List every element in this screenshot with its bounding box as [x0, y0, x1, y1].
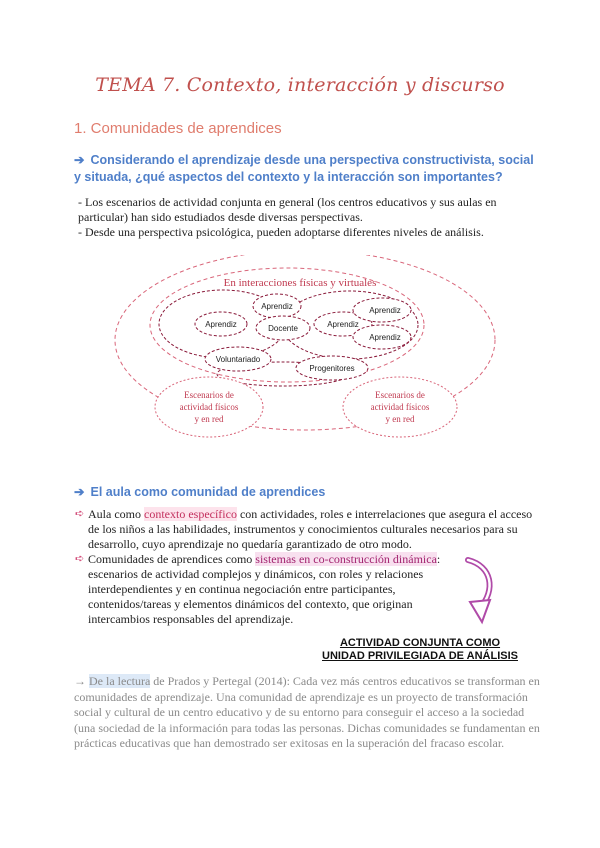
highlight-contexto-especifico: contexto específico: [144, 507, 237, 521]
section-heading-comunidades: 1. Comunidades de aprendices: [74, 120, 282, 137]
b1-after: con actividades, roles e interrelaciones que asegura el acceso de los niños a las habilidades, instrumentos y conocimientos culturales necesarios para su desarrollo, cuyo aprendizaje no quedaría garantizado de otro modo.: [88, 507, 533, 551]
highlight-sistemas: sistemas en co-construcción dinámica: [255, 552, 437, 566]
left-box-line3: y en red: [194, 414, 224, 424]
bullet-perspectiva: - Desde una perspectiva psicológica, pueden adoptarse diferentes niveles de análisis.: [78, 225, 484, 239]
page-title: TEMA 7. Contexto, interacción y discurso: [95, 74, 505, 96]
label-aprendiz-right-top: Aprendiz: [369, 306, 401, 315]
question-text: Considerando el aprendizaje desde una perspectiva constructivista, social y situada, ¿qué aspectos del contexto y la interacción son importantes?: [74, 153, 534, 184]
section2-heading-text: El aula como comunidad de aprendices: [90, 485, 326, 499]
b2-after: : escenarios de actividad complejos y dinámicos, con roles y relaciones interdependientes y en continua negociación entre participantes, contenidos/tareas y elementos dinámicos del contexto, que originan intercambios responsables del aprendizaje.: [88, 552, 441, 626]
activity-label: [300, 637, 540, 663]
bullet-aula-contexto: [75, 507, 543, 552]
reading-paragraph: [74, 674, 544, 752]
bullet-arrow-icon: ➪: [75, 508, 85, 520]
label-aprendiz-left: Aprendiz: [205, 320, 237, 329]
activity-line1: ACTIVIDAD CONJUNTA COMO: [339, 637, 501, 649]
activity-line2: UNIDAD PRIVILEGIADA DE ANÁLISIS: [322, 650, 518, 662]
label-voluntariado: Voluntariado: [215, 355, 261, 364]
outer-label: En interacciones físicas y virtuales: [223, 277, 377, 289]
curved-arrow-icon: [462, 556, 500, 628]
b1-before: Aula como: [88, 507, 144, 521]
label-docente: Docente: [268, 324, 298, 333]
label-progenitores: Progenitores: [309, 364, 355, 373]
question-block: [74, 152, 534, 186]
right-box-line1: Escenarios de: [375, 390, 425, 400]
section-heading-aula: [74, 484, 325, 499]
bullet-arrow-icon: ➪: [75, 553, 85, 565]
arrow-right-icon: ➔: [74, 153, 85, 167]
left-box-line2: actividad físicos: [179, 402, 239, 412]
right-box-line2: actividad físicos: [370, 402, 430, 412]
bullet-escenarios: - Los escenarios de actividad conjunta en general (los centros educativos y sus aulas en particular) han sido estudiados desde diversas perspectivas.: [78, 195, 497, 224]
reading-arrow-icon: →: [74, 674, 86, 688]
label-aprendiz-right-bottom: Aprendiz: [369, 333, 401, 342]
reading-highlight: De la lectura: [89, 674, 151, 688]
levels-diagram: [110, 255, 500, 455]
bullet-sistemas: [75, 552, 458, 627]
right-box-line3: y en red: [385, 414, 415, 424]
label-aprendiz-mid: Aprendiz: [327, 320, 359, 329]
left-box-line1: Escenarios de: [184, 390, 234, 400]
b2-before: Comunidades de aprendices como: [88, 552, 256, 566]
reading-text: de Prados y Pertegal (2014): Cada vez más centros educativos se transforman en comunidades de aprendizaje. Una comunidad de aprendizaje es un proyecto de transformación social y cultural de un centro educativo y de su entorno para conseguir el acceso a la sociedad (una sociedad de la información para todas las personas. Dichas comunidades se fundamentan en prácticas educativas que han demostrado ser exitosas en la superación del fracaso escolar.: [74, 674, 540, 750]
arrow-right-icon: ➔: [74, 485, 85, 499]
label-aprendiz-top: Aprendiz: [261, 302, 293, 311]
